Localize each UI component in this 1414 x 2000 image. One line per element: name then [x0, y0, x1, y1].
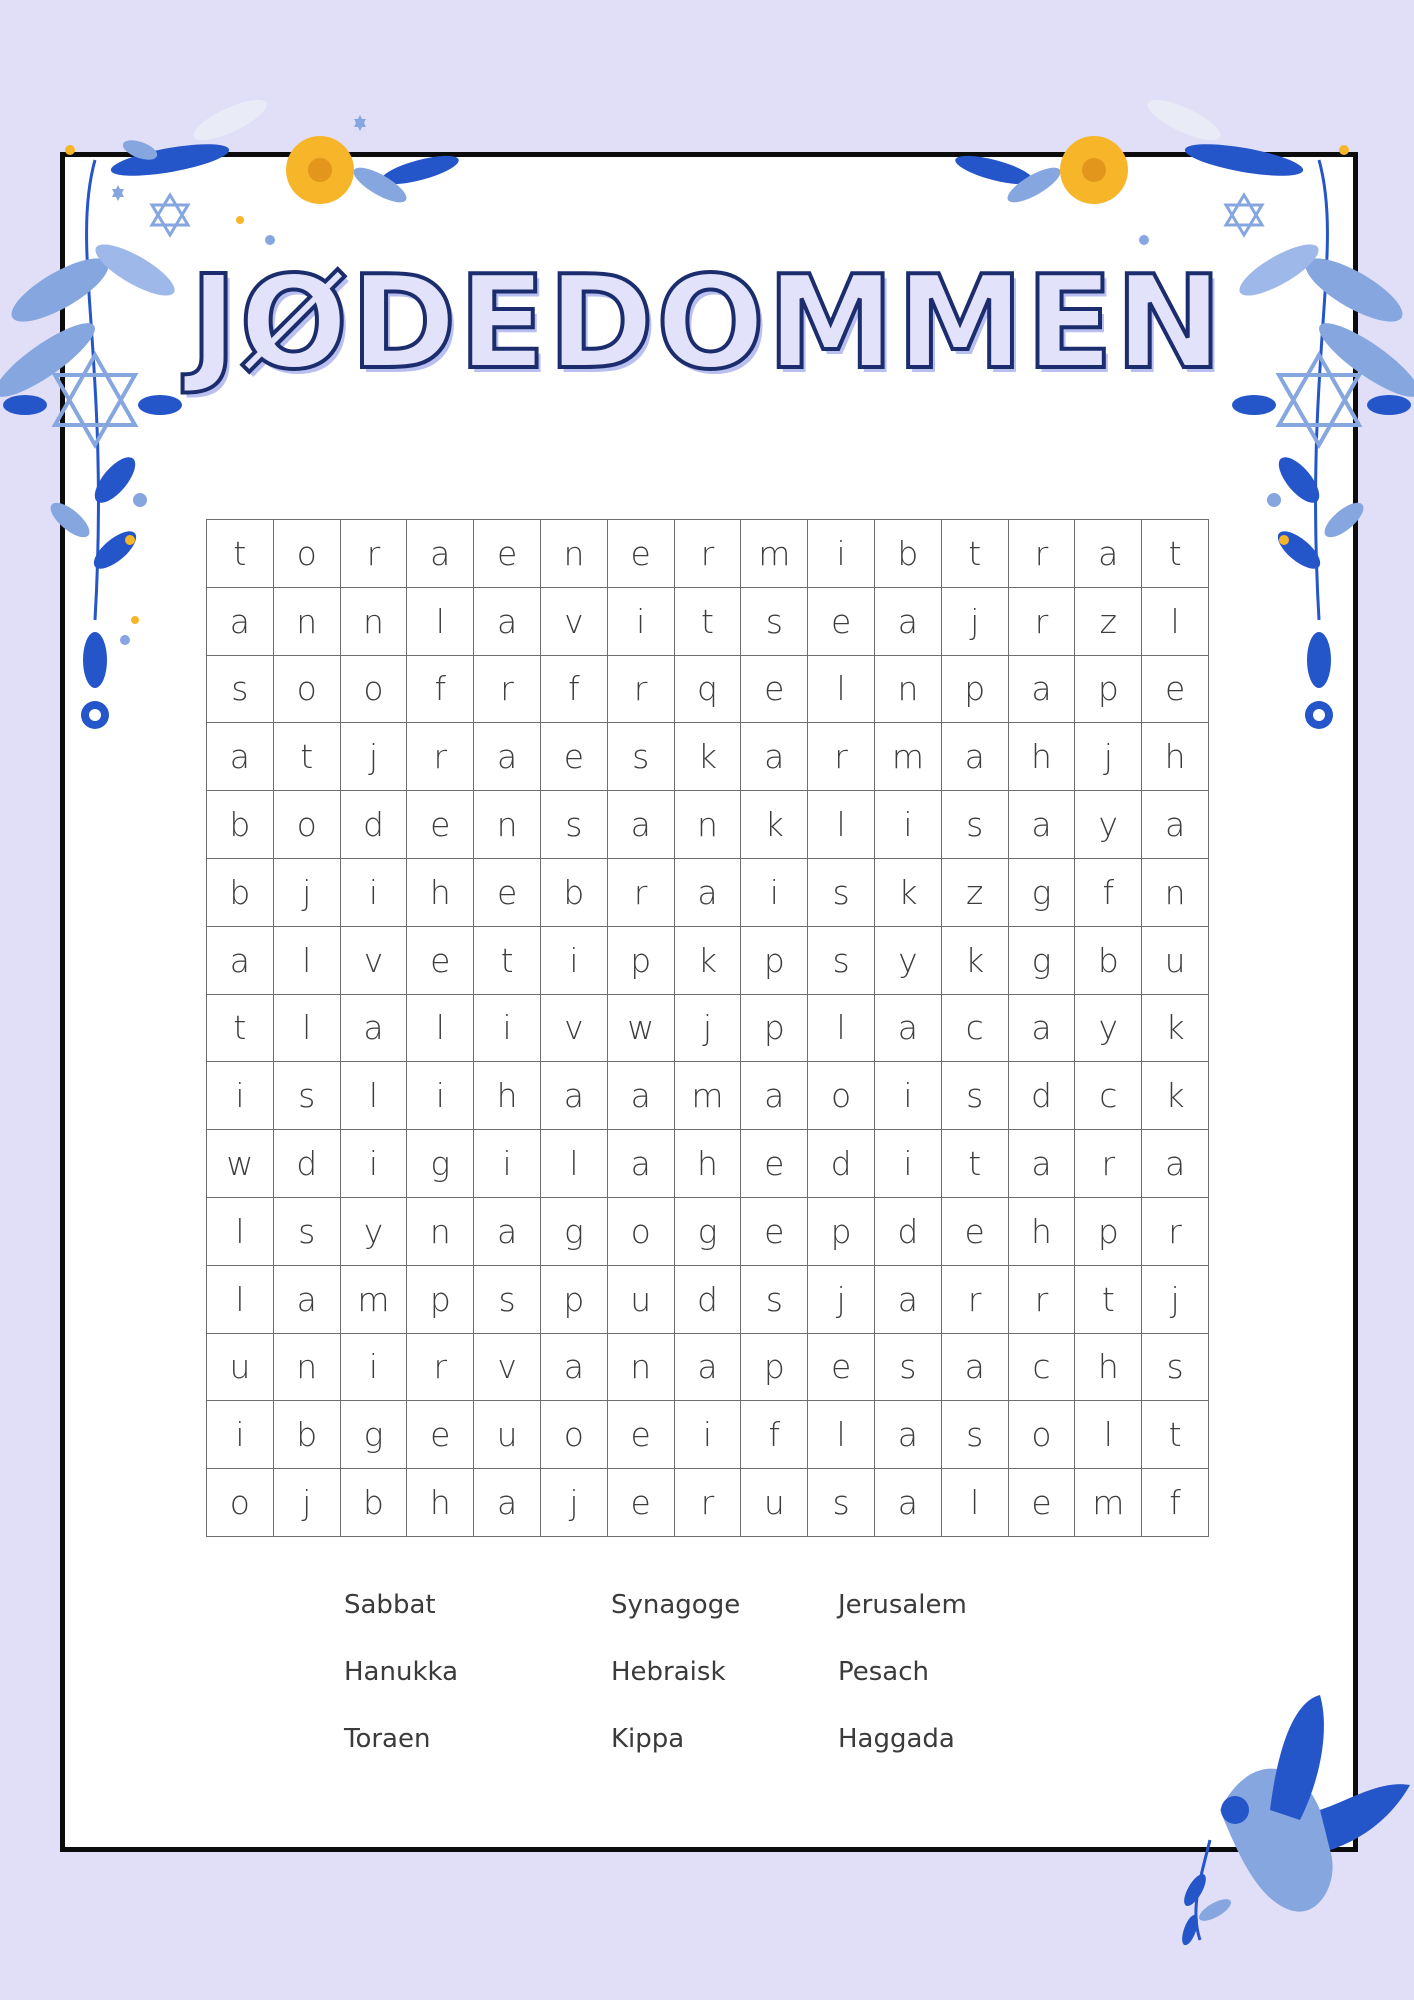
grid-cell[interactable]: l — [207, 1198, 274, 1266]
grid-cell[interactable]: p — [1075, 1198, 1142, 1266]
grid-cell[interactable]: o — [274, 791, 341, 859]
grid-cell[interactable]: f — [1142, 1469, 1209, 1537]
grid-cell[interactable]: k — [875, 859, 942, 927]
grid-cell[interactable]: w — [608, 995, 675, 1063]
grid-cell[interactable]: n — [407, 1198, 474, 1266]
grid-cell[interactable]: k — [942, 927, 1009, 995]
grid-cell[interactable]: f — [741, 1401, 808, 1469]
grid-cell[interactable]: p — [808, 1198, 875, 1266]
grid-cell[interactable]: m — [1075, 1469, 1142, 1537]
grid-cell[interactable]: l — [808, 791, 875, 859]
grid-cell[interactable]: b — [207, 859, 274, 927]
grid-cell[interactable]: p — [741, 995, 808, 1063]
grid-cell[interactable]: i — [875, 1130, 942, 1198]
grid-cell[interactable]: s — [741, 1266, 808, 1334]
grid-cell[interactable]: a — [207, 723, 274, 791]
grid-cell[interactable]: t — [474, 927, 541, 995]
grid-cell[interactable]: a — [1009, 995, 1076, 1063]
grid-cell[interactable]: h — [1142, 723, 1209, 791]
grid-cell[interactable]: a — [207, 927, 274, 995]
grid-cell[interactable]: a — [1142, 791, 1209, 859]
grid-cell[interactable]: l — [942, 1469, 1009, 1537]
grid-cell[interactable]: a — [875, 995, 942, 1063]
grid-cell[interactable]: l — [274, 927, 341, 995]
grid-cell[interactable]: a — [942, 1334, 1009, 1402]
grid-cell[interactable]: e — [741, 656, 808, 724]
grid-cell[interactable]: m — [675, 1062, 742, 1130]
grid-cell[interactable]: n — [274, 588, 341, 656]
grid-cell[interactable]: n — [675, 791, 742, 859]
grid-cell[interactable]: s — [875, 1334, 942, 1402]
grid-cell[interactable]: a — [1009, 1130, 1076, 1198]
grid-cell[interactable]: z — [942, 859, 1009, 927]
grid-cell[interactable]: t — [1142, 520, 1209, 588]
grid-cell[interactable]: a — [608, 1130, 675, 1198]
grid-cell[interactable]: b — [341, 1469, 408, 1537]
grid-cell[interactable]: p — [741, 927, 808, 995]
grid-cell[interactable]: h — [1009, 1198, 1076, 1266]
grid-cell[interactable]: c — [1075, 1062, 1142, 1130]
grid-cell[interactable]: g — [541, 1198, 608, 1266]
grid-cell[interactable]: g — [1009, 859, 1076, 927]
grid-cell[interactable]: h — [474, 1062, 541, 1130]
grid-cell[interactable]: o — [341, 656, 408, 724]
grid-cell[interactable]: l — [1075, 1401, 1142, 1469]
grid-cell[interactable]: i — [474, 995, 541, 1063]
grid-cell[interactable]: a — [541, 1334, 608, 1402]
grid-cell[interactable]: v — [541, 588, 608, 656]
grid-cell[interactable]: y — [1075, 791, 1142, 859]
grid-cell[interactable]: e — [474, 520, 541, 588]
grid-cell[interactable]: e — [942, 1198, 1009, 1266]
grid-cell[interactable]: l — [274, 995, 341, 1063]
grid-cell[interactable]: o — [274, 520, 341, 588]
grid-cell[interactable]: e — [1142, 656, 1209, 724]
grid-cell[interactable]: g — [675, 1198, 742, 1266]
grid-cell[interactable]: r — [1009, 1266, 1076, 1334]
grid-cell[interactable]: w — [207, 1130, 274, 1198]
grid-cell[interactable]: r — [608, 859, 675, 927]
grid-cell[interactable]: e — [741, 1130, 808, 1198]
grid-cell[interactable]: a — [474, 588, 541, 656]
grid-cell[interactable]: b — [207, 791, 274, 859]
grid-cell[interactable]: s — [541, 791, 608, 859]
grid-cell[interactable]: j — [274, 1469, 341, 1537]
grid-cell[interactable]: p — [1075, 656, 1142, 724]
grid-cell[interactable]: e — [474, 859, 541, 927]
grid-cell[interactable]: s — [808, 859, 875, 927]
grid-cell[interactable]: r — [1075, 1130, 1142, 1198]
grid-cell[interactable]: c — [1009, 1334, 1076, 1402]
grid-cell[interactable]: e — [608, 1469, 675, 1537]
grid-cell[interactable]: a — [274, 1266, 341, 1334]
grid-cell[interactable]: r — [1009, 520, 1076, 588]
grid-cell[interactable]: o — [207, 1469, 274, 1537]
grid-cell[interactable]: r — [942, 1266, 1009, 1334]
grid-cell[interactable]: j — [675, 995, 742, 1063]
grid-cell[interactable]: s — [808, 927, 875, 995]
grid-cell[interactable]: h — [407, 1469, 474, 1537]
grid-cell[interactable]: y — [1075, 995, 1142, 1063]
word-list — [344, 1590, 1064, 1810]
grid-cell[interactable]: m — [875, 723, 942, 791]
grid-cell[interactable]: l — [341, 1062, 408, 1130]
word-list-item: Kippa — [611, 1724, 685, 1754]
grid-cell[interactable]: t — [207, 995, 274, 1063]
grid-cell[interactable]: e — [541, 723, 608, 791]
grid-cell[interactable]: p — [407, 1266, 474, 1334]
grid-cell[interactable]: u — [1142, 927, 1209, 995]
grid-cell[interactable]: g — [407, 1130, 474, 1198]
grid-cell[interactable]: n — [274, 1334, 341, 1402]
word-search-grid — [206, 519, 1209, 1537]
grid-cell[interactable]: j — [341, 723, 408, 791]
grid-cell[interactable]: i — [207, 1401, 274, 1469]
grid-cell[interactable]: j — [541, 1469, 608, 1537]
grid-cell[interactable]: o — [274, 656, 341, 724]
grid-cell[interactable]: q — [675, 656, 742, 724]
grid-cell[interactable]: h — [407, 859, 474, 927]
grid-cell[interactable]: e — [407, 1401, 474, 1469]
grid-cell[interactable]: a — [675, 1334, 742, 1402]
word-list-item: Hanukka — [344, 1657, 459, 1687]
grid-cell[interactable]: m — [741, 520, 808, 588]
grid-cell[interactable]: a — [875, 1401, 942, 1469]
grid-cell[interactable]: s — [274, 1062, 341, 1130]
grid-cell[interactable]: s — [808, 1469, 875, 1537]
grid-cell[interactable]: j — [808, 1266, 875, 1334]
grid-cell[interactable]: e — [608, 520, 675, 588]
grid-cell[interactable]: o — [608, 1198, 675, 1266]
grid-cell[interactable]: p — [741, 1334, 808, 1402]
grid-cell[interactable]: j — [1075, 723, 1142, 791]
grid-cell[interactable]: s — [474, 1266, 541, 1334]
word-list-item: Jerusalem — [838, 1590, 967, 1620]
grid-cell[interactable]: h — [1009, 723, 1076, 791]
grid-cell[interactable]: o — [808, 1062, 875, 1130]
dove-icon — [1180, 1690, 1414, 1960]
grid-cell[interactable]: l — [808, 656, 875, 724]
grid-cell[interactable]: e — [407, 927, 474, 995]
grid-cell[interactable]: y — [875, 927, 942, 995]
grid-cell[interactable]: d — [1009, 1062, 1076, 1130]
grid-cell[interactable]: a — [474, 723, 541, 791]
grid-cell[interactable]: r — [341, 520, 408, 588]
grid-cell[interactable]: f — [1075, 859, 1142, 927]
grid-cell[interactable]: i — [474, 1130, 541, 1198]
grid-cell[interactable]: a — [741, 1062, 808, 1130]
grid-cell[interactable]: a — [207, 588, 274, 656]
grid-cell[interactable]: e — [608, 1401, 675, 1469]
grid-cell[interactable]: a — [1009, 791, 1076, 859]
grid-cell[interactable]: m — [341, 1266, 408, 1334]
grid-cell[interactable]: k — [675, 723, 742, 791]
grid-cell[interactable]: v — [541, 995, 608, 1063]
grid-cell[interactable]: a — [474, 1469, 541, 1537]
grid-cell[interactable]: r — [608, 656, 675, 724]
grid-cell[interactable]: u — [207, 1334, 274, 1402]
grid-cell[interactable]: s — [741, 588, 808, 656]
grid-cell[interactable]: t — [942, 1130, 1009, 1198]
grid-cell[interactable]: a — [1075, 520, 1142, 588]
grid-cell[interactable]: p — [608, 927, 675, 995]
grid-cell[interactable]: a — [341, 995, 408, 1063]
grid-cell[interactable]: n — [1142, 859, 1209, 927]
grid-cell[interactable]: n — [541, 520, 608, 588]
grid-cell[interactable]: a — [541, 1062, 608, 1130]
grid-cell[interactable]: z — [1075, 588, 1142, 656]
grid-cell[interactable]: l — [407, 588, 474, 656]
grid-cell[interactable]: i — [341, 1130, 408, 1198]
grid-cell[interactable]: i — [875, 791, 942, 859]
grid-cell[interactable]: n — [474, 791, 541, 859]
grid-cell[interactable]: a — [875, 588, 942, 656]
grid-cell[interactable]: a — [1009, 656, 1076, 724]
grid-cell[interactable]: s — [274, 1198, 341, 1266]
grid-cell[interactable]: l — [207, 1266, 274, 1334]
grid-cell[interactable]: j — [1142, 1266, 1209, 1334]
grid-cell[interactable]: a — [608, 1062, 675, 1130]
grid-cell[interactable]: e — [1009, 1469, 1076, 1537]
word-list-item: Pesach — [838, 1657, 929, 1687]
grid-cell[interactable]: d — [274, 1130, 341, 1198]
grid-cell[interactable]: d — [875, 1198, 942, 1266]
grid-cell[interactable]: i — [808, 520, 875, 588]
grid-cell[interactable]: k — [675, 927, 742, 995]
grid-cell[interactable]: t — [1075, 1266, 1142, 1334]
word-list-item: Haggada — [838, 1724, 955, 1754]
grid-cell[interactable]: a — [942, 723, 1009, 791]
grid-cell[interactable]: a — [675, 859, 742, 927]
grid-cell[interactable]: e — [741, 1198, 808, 1266]
word-list-item: Hebraisk — [611, 1657, 726, 1687]
grid-cell[interactable]: t — [207, 520, 274, 588]
grid-cell[interactable]: e — [808, 1334, 875, 1402]
grid-cell[interactable]: t — [274, 723, 341, 791]
grid-cell[interactable]: a — [875, 1266, 942, 1334]
grid-cell[interactable]: o — [541, 1401, 608, 1469]
grid-cell[interactable]: e — [407, 791, 474, 859]
grid-cell[interactable]: e — [808, 588, 875, 656]
word-list-item: Toraen — [344, 1724, 431, 1754]
grid-cell[interactable]: i — [675, 1401, 742, 1469]
grid-cell[interactable]: l — [407, 995, 474, 1063]
grid-cell[interactable]: p — [942, 656, 1009, 724]
grid-cell[interactable]: i — [207, 1062, 274, 1130]
grid-cell[interactable]: i — [407, 1062, 474, 1130]
grid-cell[interactable]: b — [875, 520, 942, 588]
grid-cell[interactable]: a — [407, 520, 474, 588]
grid-cell[interactable]: b — [274, 1401, 341, 1469]
grid-cell[interactable]: d — [675, 1266, 742, 1334]
grid-cell[interactable]: t — [675, 588, 742, 656]
grid-cell[interactable]: j — [274, 859, 341, 927]
grid-cell[interactable]: s — [942, 791, 1009, 859]
grid-cell[interactable]: f — [407, 656, 474, 724]
grid-cell[interactable]: s — [942, 1062, 1009, 1130]
grid-cell[interactable]: r — [1009, 588, 1076, 656]
grid-cell[interactable]: k — [741, 791, 808, 859]
grid-cell[interactable]: g — [1009, 927, 1076, 995]
grid-cell[interactable]: v — [341, 927, 408, 995]
grid-cell[interactable]: i — [541, 927, 608, 995]
grid-cell[interactable]: r — [808, 723, 875, 791]
snowflake-flower-icon — [81, 701, 109, 729]
grid-cell[interactable]: r — [675, 1469, 742, 1537]
grid-cell[interactable]: l — [808, 1401, 875, 1469]
grid-cell[interactable]: a — [1142, 1130, 1209, 1198]
grid-cell[interactable]: b — [541, 859, 608, 927]
grid-cell[interactable]: s — [942, 1401, 1009, 1469]
grid-cell[interactable]: s — [207, 656, 274, 724]
grid-cell[interactable]: r — [407, 723, 474, 791]
grid-cell[interactable]: r — [474, 656, 541, 724]
grid-cell[interactable]: s — [1142, 1334, 1209, 1402]
grid-cell[interactable]: l — [808, 995, 875, 1063]
grid-cell[interactable]: i — [341, 1334, 408, 1402]
flower-icon — [286, 136, 354, 204]
grid-cell[interactable]: u — [474, 1401, 541, 1469]
grid-cell[interactable]: a — [875, 1469, 942, 1537]
grid-cell[interactable]: l — [541, 1130, 608, 1198]
page-title: JØDEDOMMEN — [189, 249, 1225, 398]
grid-cell[interactable]: u — [608, 1266, 675, 1334]
grid-cell[interactable]: j — [942, 588, 1009, 656]
grid-cell[interactable]: a — [608, 791, 675, 859]
grid-cell[interactable]: i — [608, 588, 675, 656]
grid-cell[interactable]: o — [1009, 1401, 1076, 1469]
grid-cell[interactable]: a — [474, 1198, 541, 1266]
grid-cell[interactable]: i — [341, 859, 408, 927]
grid-cell[interactable]: d — [341, 791, 408, 859]
grid-cell[interactable]: i — [741, 859, 808, 927]
grid-cell[interactable]: l — [1142, 588, 1209, 656]
grid-cell[interactable]: t — [942, 520, 1009, 588]
grid-cell[interactable]: y — [341, 1198, 408, 1266]
grid-cell[interactable]: s — [608, 723, 675, 791]
word-list-item: Sabbat — [344, 1590, 436, 1620]
grid-cell[interactable]: k — [1142, 1062, 1209, 1130]
grid-cell[interactable]: t — [1142, 1401, 1209, 1469]
grid-cell[interactable]: h — [675, 1130, 742, 1198]
grid-cell[interactable]: n — [608, 1334, 675, 1402]
grid-cell[interactable]: g — [341, 1401, 408, 1469]
grid-cell[interactable]: u — [741, 1469, 808, 1537]
grid-cell[interactable]: p — [541, 1266, 608, 1334]
grid-cell[interactable]: f — [541, 656, 608, 724]
grid-cell[interactable]: r — [1142, 1198, 1209, 1266]
grid-cell[interactable]: n — [875, 656, 942, 724]
grid-cell[interactable]: d — [808, 1130, 875, 1198]
grid-cell[interactable]: a — [741, 723, 808, 791]
word-list-item: Synagoge — [611, 1590, 741, 1620]
grid-cell[interactable]: r — [407, 1334, 474, 1402]
grid-cell[interactable]: b — [1075, 927, 1142, 995]
grid-cell[interactable]: n — [341, 588, 408, 656]
grid-cell[interactable]: i — [875, 1062, 942, 1130]
grid-cell[interactable]: k — [1142, 995, 1209, 1063]
grid-cell[interactable]: v — [474, 1334, 541, 1402]
grid-cell[interactable]: c — [942, 995, 1009, 1063]
grid-cell[interactable]: h — [1075, 1334, 1142, 1402]
grid-cell[interactable]: r — [675, 520, 742, 588]
